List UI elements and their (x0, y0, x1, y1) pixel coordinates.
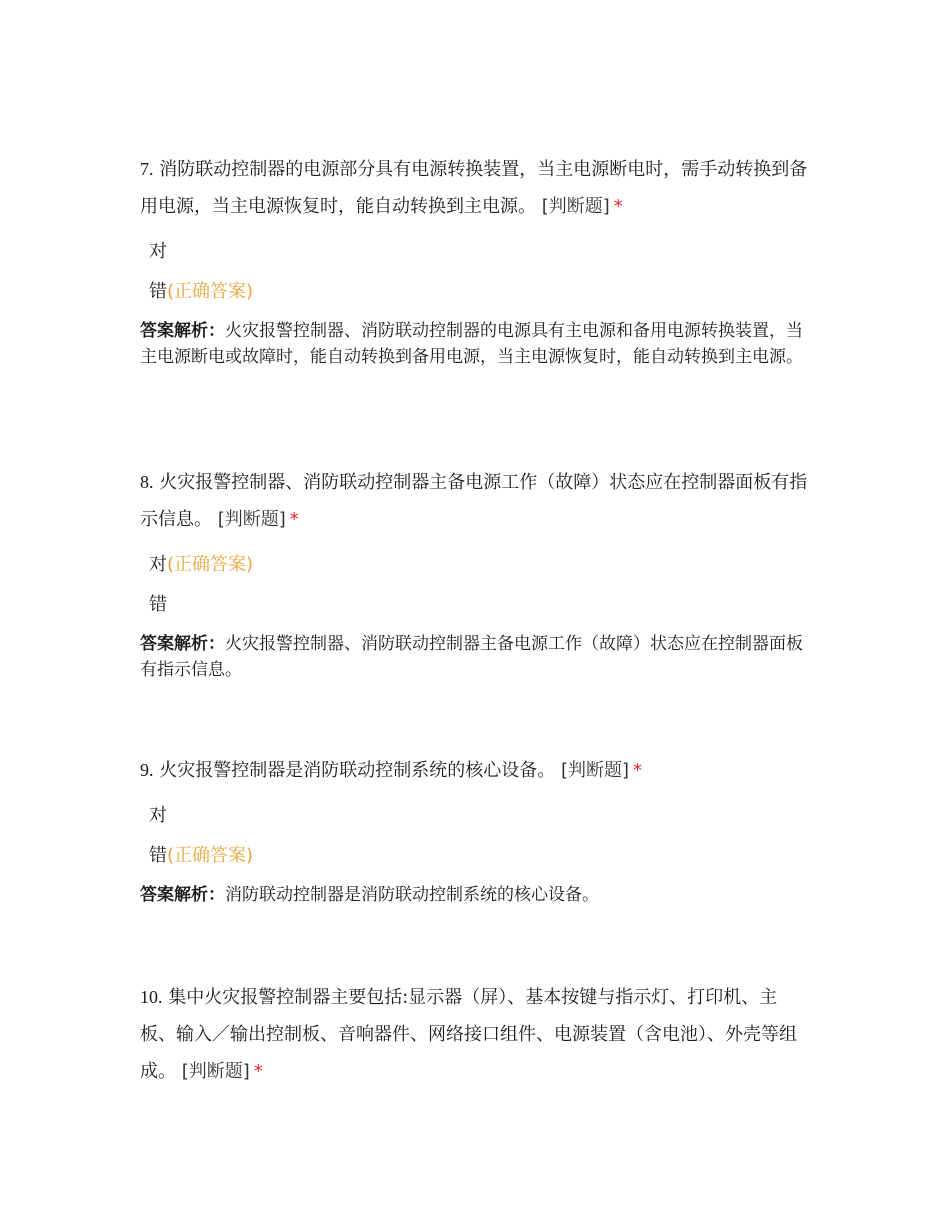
question-type: [判断题] (560, 760, 630, 781)
question-number: 8. (140, 472, 154, 492)
analysis-label: 答案解析： (140, 321, 225, 341)
options-list (140, 796, 812, 876)
required-marker: * (253, 1061, 263, 1082)
answer-analysis (140, 318, 812, 370)
required-marker: * (633, 760, 643, 781)
analysis-text: 火灾报警控制器、消防联动控制器主备电源工作（故障）状态应在控制器面板有指示信息。 (140, 634, 803, 680)
question-text: 火灾报警控制器、消防联动控制器主备电源工作（故障）状态应在控制器面板有指示信息。 (140, 472, 808, 530)
analysis-label: 答案解析： (140, 885, 225, 905)
option-label: 错 (149, 845, 167, 866)
question-title (140, 752, 812, 789)
answer-analysis (140, 882, 812, 908)
options-list (140, 545, 812, 625)
question-text: 集中火灾报警控制器主要包括:显示器（屏）、基本按键与指示灯、打印机、主板、输入／输出控制板、音响器件、网络接口组件、电源装置（含电池）、外壳等组成。 (140, 987, 797, 1082)
correct-answer-tag: (正确答案) (167, 845, 254, 866)
question-9 (140, 752, 812, 908)
analysis-text: 火灾报警控制器、消防联动控制器的电源具有主电源和备用电源转换装置，当主电源断电或故障时，能自动转换到备用电源，当主电源恢复时，能自动转换到主电源。 (140, 321, 803, 367)
correct-answer-tag: (正确答案) (167, 554, 254, 575)
question-type: [判断题] (217, 509, 286, 530)
analysis-text: 消防联动控制器是消防联动控制系统的核心设备。 (225, 885, 599, 905)
analysis-label: 答案解析： (140, 634, 225, 654)
answer-analysis (140, 631, 812, 683)
question-title (140, 979, 812, 1090)
option-label: 对 (149, 241, 167, 262)
question-title (140, 151, 812, 225)
question-title (140, 464, 812, 538)
question-text: 火灾报警控制器是消防联动控制系统的核心设备。 (159, 760, 556, 781)
question-number: 9. (140, 760, 154, 780)
option-true[interactable] (140, 232, 812, 272)
correct-answer-tag: (正确答案) (167, 281, 254, 302)
question-10 (140, 979, 812, 1090)
question-type: [判断题] (181, 1061, 250, 1082)
option-true[interactable] (140, 796, 812, 836)
option-true[interactable] (140, 545, 812, 585)
option-label: 对 (149, 805, 167, 826)
option-false[interactable] (140, 585, 812, 625)
option-false[interactable] (140, 272, 812, 312)
question-type: [判断题] (541, 196, 610, 217)
question-8 (140, 464, 812, 683)
options-list (140, 232, 812, 312)
option-false[interactable] (140, 836, 812, 876)
required-marker: * (289, 509, 299, 530)
question-text: 消防联动控制器的电源部分具有电源转换装置，当主电源断电时，需手动转换到备用电源，当主电源恢复时，能自动转换到主电源。 (140, 159, 808, 217)
option-label: 对 (149, 554, 167, 575)
question-number: 10. (140, 987, 163, 1007)
required-marker: * (613, 196, 623, 217)
question-7 (140, 151, 812, 370)
option-label: 错 (149, 281, 167, 302)
question-number: 7. (140, 159, 154, 179)
option-label: 错 (149, 594, 167, 615)
